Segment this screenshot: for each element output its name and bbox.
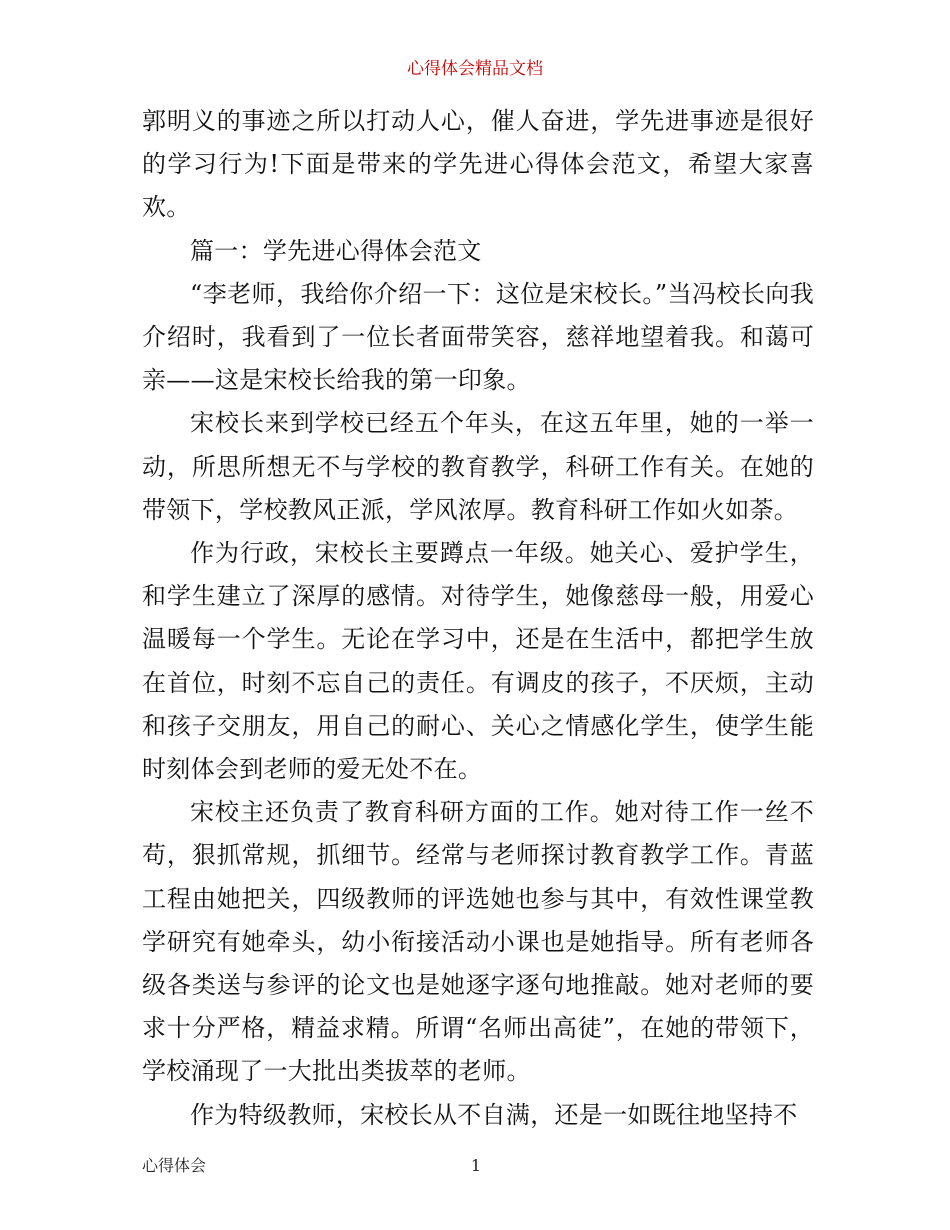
body-paragraph: 宋校长来到学校已经五个年头，在这五年里，她的一举一动，所思所想无不与学校的教育教学，科研工作有关。在她的带领下，学校教风正派，学风浓厚。教育科研工作如火如荼。 [142, 409, 814, 524]
footer-label: 心得体会 [142, 1156, 207, 1175]
page-header-title: 心得体会精品文档 [407, 59, 543, 79]
intro-paragraph: 郭明义的事迹之所以打动人心，催人奋进，学先进事迹是很好的学习行为!下面是带来的学先进心得体会范文，希望大家喜欢。 [142, 107, 814, 222]
document-body [142, 100, 814, 1137]
body-paragraph: “李老师，我给你介绍一下：这位是宋校长。”当冯校长向我介绍时，我看到了一位长者面带笑容，慈祥地望着我。和蔼可亲——这是宋校长给我的第一印象。 [142, 279, 814, 395]
page-number: 1 [470, 1156, 482, 1175]
body-paragraph: 宋校主还负责了教育科研方面的工作。她对待工作一丝不苟，狠抓常规，抓细节。经常与老师探讨教育教学工作。青蓝工程由她把关，四级教师的评选她也参与其中，有效性课堂教学研究有她牵头，幼小衔接活动小课也是她指导。所有老师各级各类送与参评的论文也是她逐字逐句地推敲。她对老师的要求十分严格，精益求精。所谓“名师出高徒”，在她的带领下，学校涌现了一大批出类拔萃的老师。 [142, 798, 814, 1086]
body-paragraph: 作为特级教师，宋校长从不自满，还是一如既往地坚持不 [190, 1100, 798, 1129]
section-heading: 篇一：学先进心得体会范文 [190, 236, 482, 265]
body-paragraph: 作为行政，宋校长主要蹲点一年级。她关心、爱护学生，和学生建立了深厚的感情。对待学生，她像慈母一般，用爱心温暖每一个学生。无论在学习中，还是在生活中，都把学生放在首位，时刻不忘自己的责任。有调皮的孩子，不厌烦，主动和孩子交朋友，用自己的耐心、关心之情感化学生，使学生能时刻体会到老师的爱无处不在。 [142, 539, 814, 784]
